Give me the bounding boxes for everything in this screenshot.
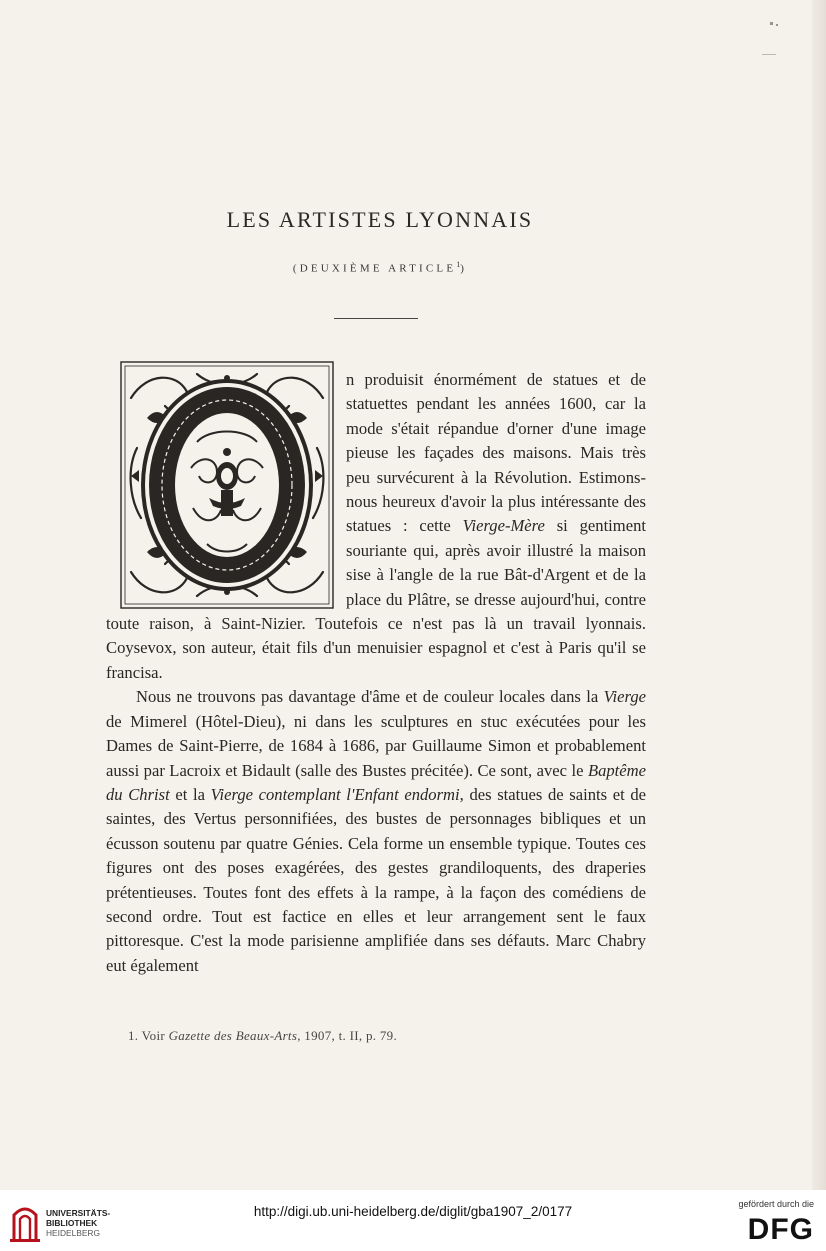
dfg-logo[interactable]: DFG <box>747 1213 814 1246</box>
footnote-number: 1. Voir <box>128 1028 169 1043</box>
paragraph-2-part-3: et la <box>169 784 211 804</box>
paragraph-1-italic: Vierge-Mère <box>462 516 545 536</box>
subtitle-text: (DEUXIÈME ARTICLE <box>292 262 457 275</box>
paragraph-2-italic-2: Baptême du Christ <box>106 760 646 804</box>
paragraph-2-italic-3: Vierge contemplant l'Enfant endormi <box>210 784 460 804</box>
footnote <box>128 1028 397 1044</box>
paragraph-2-italic-1: Vierge <box>603 687 646 707</box>
footnote-italic: Gazette des Beaux-Arts <box>168 1028 298 1043</box>
paragraph-1-end: si gentiment souriante qui, après avoir illustré la maison sise à l'angle de la rue Bât-d'Argent et de la place du Plâtre, se dresse aujourd'hui, contre toute raison, à Saint-Nizier. Toutefois ce n'est pas là un travail lyonnais. Coysevox, son auteur, était fils d'un menuisier espagnol et c'est à Paris qu'il se francisa. <box>106 516 646 682</box>
paragraph-2 <box>106 685 646 978</box>
subtitle-footnote-ref: 1 <box>456 260 461 269</box>
scan-marks <box>734 18 794 68</box>
paragraph-1-text: n produisit énormément de statues et de statuettes pendant les années 1600, car la mode s'était répandue d'orner d'une image pieuse les façades des maisons. Mais très peu survécurent à la Révolution. Estimons-nous heureux d'avoir la plus intéressante des statues : cette <box>346 370 646 536</box>
drop-cap-space <box>106 368 346 612</box>
permalink-url[interactable]: http://digi.ub.uni-heidelberg.de/diglit/gba1907_2/0177 <box>253 1204 573 1219</box>
library-line-3: HEIDELBERG <box>46 1228 100 1238</box>
subtitle-close: ) <box>460 262 468 275</box>
article-title: LES ARTISTES LYONNAIS <box>226 207 534 232</box>
article-body <box>106 368 646 978</box>
paragraph-2-part-2: de Mimerel (Hôtel-Dieu), ni dans les sculptures en stuc exécutées pour les Dames de Saint-Pierre, de 1684 à 1686, par Guillaume Simon et probablement aussi par Lacroix et Bidault (salle des Bustes précitée). Ce sont, avec le <box>106 711 646 780</box>
funding-label: gefördert durch die <box>738 1199 814 1209</box>
article-subtitle <box>0 260 760 275</box>
paragraph-2-part-1: Nous ne trouvons pas davantage d'âme et de couleur locales dans la <box>136 687 604 707</box>
paragraph-2-part-4: , des statues de saints et de saintes, des Vertus personnifiées, des bustes de personnages bibliques et un écusson soutenu par quatre Génies. Cela forme un ensemble typique. Toutes ces figures ont des poses exagérées, des gestes grandiloquents, des draperies prétentieuses. Toutes font des effets à la rampe, à la façon des comédiens de second ordre. Tout est factice en elles et leur arrangement sent le faux pittoresque. C'est la mode parisienne amplifiée dans ses défauts. Marc Chabry eut également <box>106 784 647 975</box>
footnote-rest: , 1907, t. II, p. 79. <box>297 1028 398 1043</box>
title-rule <box>334 318 418 319</box>
library-line-2: BIBLIOTHEK <box>46 1218 98 1228</box>
page-edge <box>812 0 826 1190</box>
paragraph-1 <box>106 368 646 685</box>
library-line-1: UNIVERSITÄTS- <box>46 1208 111 1218</box>
